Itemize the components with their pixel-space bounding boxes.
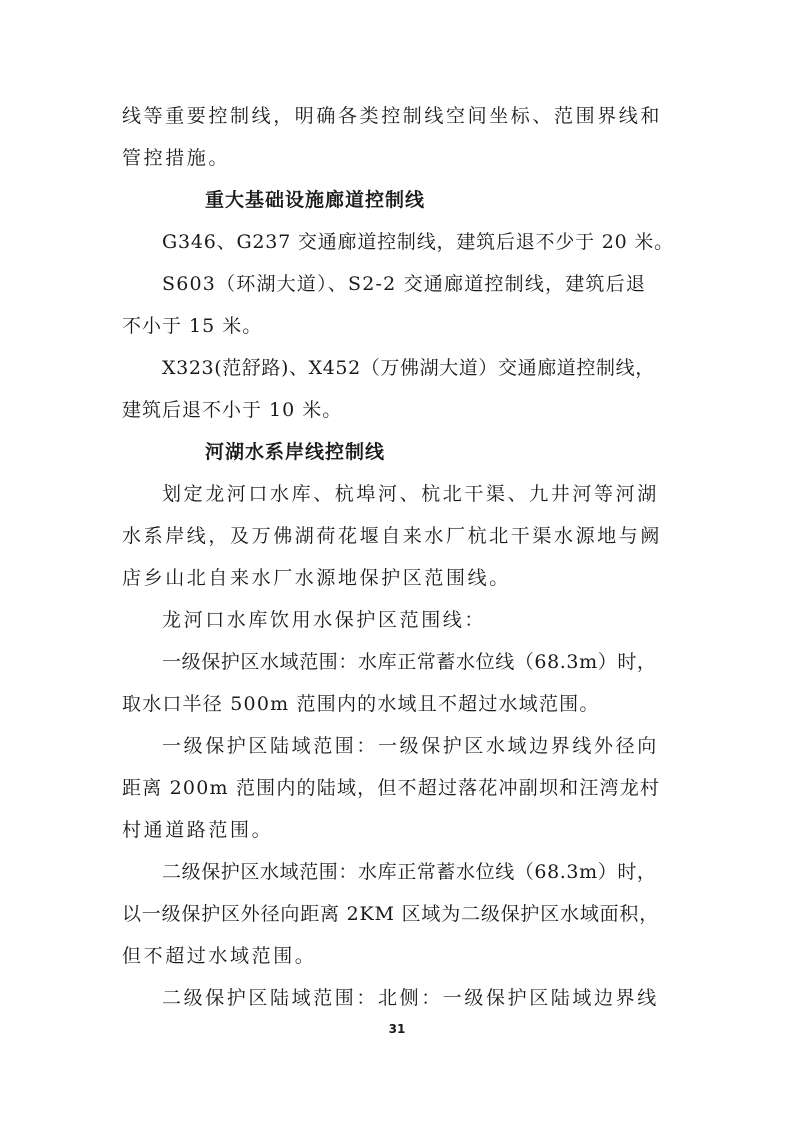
paragraph-line: 但不超过水域范围。 xyxy=(122,945,317,967)
paragraph-line: 取水口半径 500m 范围内的水域且不超过水域范围。 xyxy=(122,693,600,715)
page-number: 31 xyxy=(388,1022,406,1036)
paragraph-line: G346、G237 交通廊道控制线，建筑后退不少于 20 米。 xyxy=(162,231,674,253)
paragraph-line: S603（环湖大道）、S2-2 交通廊道控制线，建筑后退 xyxy=(162,273,647,295)
paragraph-line: 不小于 15 米。 xyxy=(122,315,263,337)
paragraph-line: X323(范舒路)、X452（万佛湖大道）交通廊道控制线， xyxy=(162,357,655,379)
paragraph-line: 距离 200m 范围内的陆域，但不超过落花冲副坝和汪湾龙村 xyxy=(122,777,661,799)
paragraph-line: 管控措施。 xyxy=(122,147,231,169)
paragraph-line: 二级保护区陆域范围：北侧：一级保护区陆域边界线 xyxy=(162,987,659,1009)
paragraph-line: 一级保护区水域范围：水库正常蓄水位线（68.3m）时， xyxy=(162,651,657,673)
paragraph-line: 龙河口水库饮用水保护区范围线： xyxy=(162,609,487,631)
paragraph-line: 一级保护区陆域范围：一级保护区水域边界线外径向 xyxy=(162,735,659,757)
paragraph-line: 店乡山北自来水厂水源地保护区范围线。 xyxy=(122,567,511,589)
paragraph-line: 线等重要控制线，明确各类控制线空间坐标、范围界线和 xyxy=(122,105,663,127)
paragraph-line: 划定龙河口水库、杭埠河、杭北干渠、九井河等河湖 xyxy=(162,483,659,505)
paragraph-line: 水系岸线，及万佛湖荷花堰自来水厂杭北干渠水源地与阙 xyxy=(122,525,663,547)
paragraph-line: 建筑后退不小于 10 米。 xyxy=(122,399,343,421)
section-heading-rivers: 河湖水系岸线控制线 xyxy=(205,441,386,463)
paragraph-line: 以一级保护区外径向距离 2KM 区域为二级保护区水域面积， xyxy=(122,903,660,925)
section-heading-infrastructure: 重大基础设施廊道控制线 xyxy=(205,189,426,211)
paragraph-line: 村通道路范围。 xyxy=(122,819,274,841)
paragraph-line: 二级保护区水域范围：水库正常蓄水位线（68.3m）时， xyxy=(162,861,657,883)
